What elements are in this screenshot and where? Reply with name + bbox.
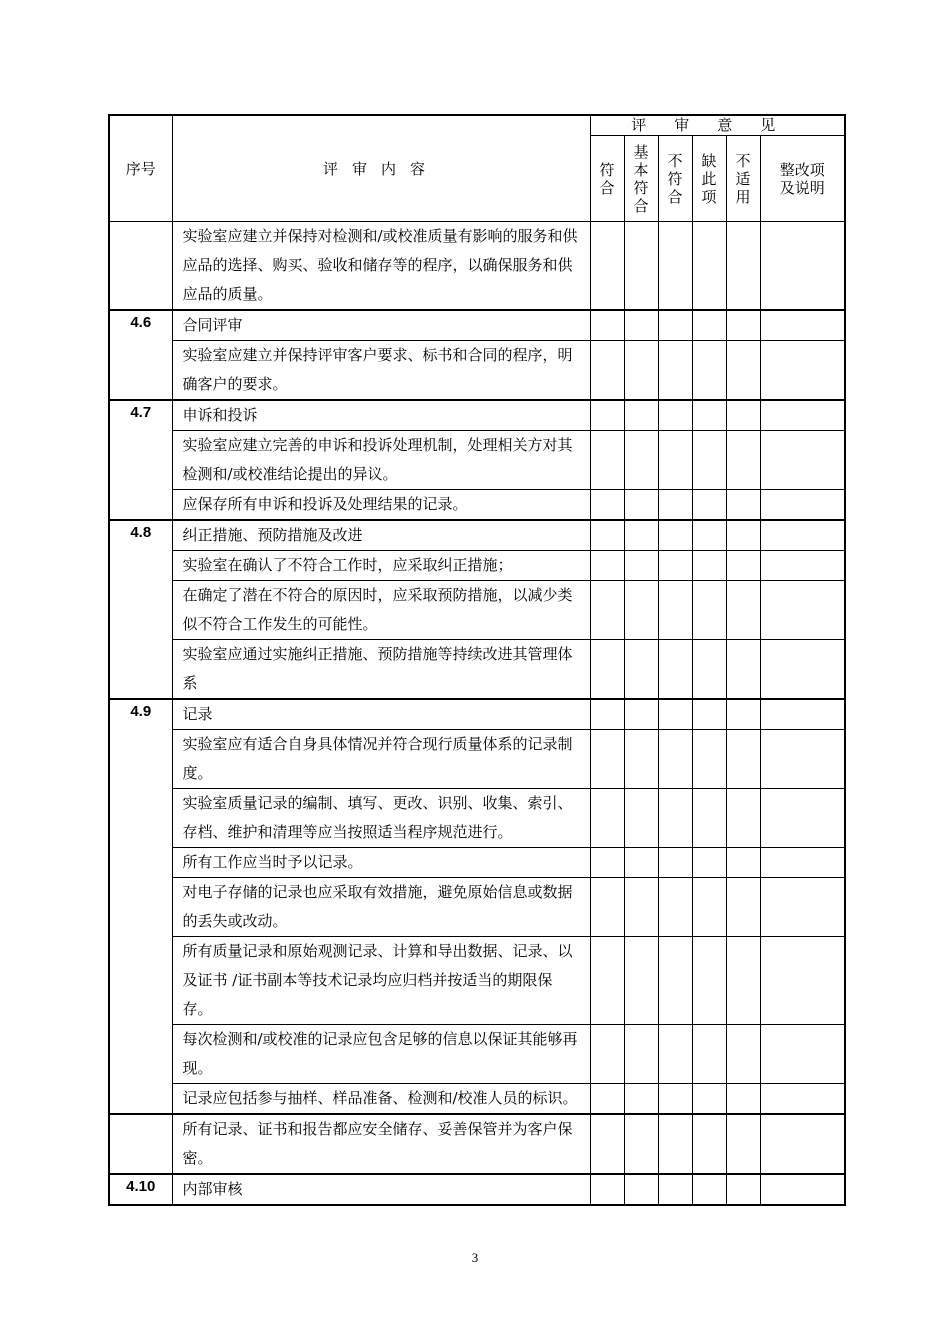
row-content: 申诉和投诉 <box>172 400 590 431</box>
table-row <box>109 490 845 521</box>
opinion-cell[interactable] <box>624 551 658 581</box>
opinion-cell[interactable] <box>692 341 726 401</box>
row-content: 所有质量记录和原始观测记录、计算和导出数据、记录、以及证书 /证书副本等技术记录均应归档并按适当的期限保存。 <box>172 937 590 1025</box>
header-col-text: 不 <box>667 151 683 170</box>
opinion-cell[interactable] <box>658 581 692 640</box>
opinion-cell[interactable] <box>692 937 726 1025</box>
header-col-text: 用 <box>735 187 751 206</box>
opinion-cell[interactable] <box>590 400 624 431</box>
row-seq <box>109 490 172 521</box>
header-opinion: 评审意见 <box>590 115 845 136</box>
opinion-cell[interactable] <box>692 581 726 640</box>
opinion-cell[interactable] <box>624 699 658 730</box>
opinion-cell[interactable] <box>760 490 845 521</box>
opinion-cell[interactable] <box>658 310 692 341</box>
row-seq <box>109 1084 172 1115</box>
opinion-cell[interactable] <box>624 789 658 848</box>
opinion-cell[interactable] <box>726 490 760 521</box>
table-row <box>109 1114 845 1174</box>
opinion-cell[interactable] <box>590 1084 624 1115</box>
row-seq <box>109 581 172 640</box>
opinion-cell[interactable] <box>726 581 760 640</box>
opinion-cell[interactable] <box>658 730 692 789</box>
table-row <box>109 400 845 431</box>
header-col-text: 符 <box>667 169 683 188</box>
opinion-cell[interactable] <box>658 431 692 490</box>
header-col-text: 此 <box>701 169 717 188</box>
header-col-text: 合 <box>599 178 615 197</box>
opinion-cell[interactable] <box>760 699 845 730</box>
opinion-cell[interactable] <box>692 730 726 789</box>
opinion-cell[interactable] <box>692 551 726 581</box>
opinion-cell[interactable] <box>624 400 658 431</box>
opinion-cell[interactable] <box>760 581 845 640</box>
opinion-cell[interactable] <box>590 431 624 490</box>
row-content: 记录应包括参与抽样、样品准备、检测和/校准人员的标识。 <box>172 1084 590 1115</box>
opinion-cell[interactable] <box>624 1025 658 1084</box>
opinion-cell[interactable] <box>760 789 845 848</box>
opinion-cell[interactable] <box>590 222 624 311</box>
opinion-cell[interactable] <box>692 1025 726 1084</box>
opinion-cell[interactable] <box>590 1114 624 1174</box>
header-col-rectification <box>760 136 845 222</box>
header-col-text: 基 <box>633 142 649 161</box>
opinion-cell[interactable] <box>726 1174 760 1205</box>
header-col-missing <box>692 136 726 222</box>
opinion-cell[interactable] <box>760 400 845 431</box>
opinion-cell[interactable] <box>760 640 845 700</box>
opinion-cell[interactable] <box>726 640 760 700</box>
header-col-text: 适 <box>735 169 751 188</box>
header-seq: 序号 <box>109 115 172 222</box>
row-seq <box>109 878 172 937</box>
opinion-cell[interactable] <box>760 551 845 581</box>
opinion-cell[interactable] <box>624 581 658 640</box>
table-row <box>109 878 845 937</box>
opinion-cell[interactable] <box>760 310 845 341</box>
header-col-text: 及说明 <box>779 178 825 197</box>
opinion-cell[interactable] <box>590 640 624 700</box>
opinion-cell[interactable] <box>726 1114 760 1174</box>
header-col-text: 合 <box>633 196 649 215</box>
row-content: 合同评审 <box>172 310 590 341</box>
row-content: 对电子存储的记录也应采取有效措施，避免原始信息或数据的丢失或改动。 <box>172 878 590 937</box>
row-content: 所有记录、证书和报告都应安全储存、妥善保管并为客户保密。 <box>172 1114 590 1174</box>
opinion-cell[interactable] <box>658 1084 692 1115</box>
review-table <box>108 114 846 1206</box>
row-content: 内部审核 <box>172 1174 590 1205</box>
row-seq: 4.10 <box>109 1174 172 1205</box>
opinion-cell[interactable] <box>726 1084 760 1115</box>
opinion-cell[interactable] <box>624 341 658 401</box>
header-col-nonconform <box>658 136 692 222</box>
table-row <box>109 1084 845 1115</box>
header-col-text: 项 <box>701 187 717 206</box>
opinion-cell[interactable] <box>624 848 658 878</box>
opinion-cell[interactable] <box>590 520 624 551</box>
opinion-cell[interactable] <box>624 431 658 490</box>
opinion-cell[interactable] <box>726 520 760 551</box>
row-seq <box>109 1025 172 1084</box>
opinion-cell[interactable] <box>658 1174 692 1205</box>
opinion-cell[interactable] <box>658 848 692 878</box>
opinion-cell[interactable] <box>760 431 845 490</box>
row-seq <box>109 341 172 401</box>
opinion-cell[interactable] <box>760 878 845 937</box>
row-seq <box>109 551 172 581</box>
opinion-cell[interactable] <box>624 520 658 551</box>
opinion-cell[interactable] <box>692 490 726 521</box>
opinion-cell[interactable] <box>692 878 726 937</box>
opinion-cell[interactable] <box>692 400 726 431</box>
table-row <box>109 937 845 1025</box>
row-content: 实验室在确认了不符合工作时，应采取纠正措施； <box>172 551 590 581</box>
opinion-cell[interactable] <box>658 640 692 700</box>
table-row <box>109 520 845 551</box>
table-row <box>109 730 845 789</box>
opinion-cell[interactable] <box>590 341 624 401</box>
table-row <box>109 1174 845 1205</box>
opinion-cell[interactable] <box>726 699 760 730</box>
table-row <box>109 431 845 490</box>
header-col-text: 本 <box>633 160 649 179</box>
opinion-cell[interactable] <box>624 937 658 1025</box>
opinion-cell[interactable] <box>590 1025 624 1084</box>
opinion-cell[interactable] <box>658 400 692 431</box>
opinion-cell[interactable] <box>692 520 726 551</box>
opinion-cell[interactable] <box>726 789 760 848</box>
opinion-cell[interactable] <box>658 699 692 730</box>
opinion-cell[interactable] <box>692 1114 726 1174</box>
header-col-conform <box>590 136 624 222</box>
opinion-cell[interactable] <box>624 1174 658 1205</box>
opinion-cell[interactable] <box>726 431 760 490</box>
opinion-cell[interactable] <box>726 937 760 1025</box>
row-content: 实验室应有适合自身具体情况并符合现行质量体系的记录制度。 <box>172 730 590 789</box>
opinion-cell[interactable] <box>726 878 760 937</box>
table-row <box>109 581 845 640</box>
opinion-cell[interactable] <box>590 699 624 730</box>
opinion-cell[interactable] <box>692 1084 726 1115</box>
row-content: 应保存所有申诉和投诉及处理结果的记录。 <box>172 490 590 521</box>
opinion-cell[interactable] <box>624 1084 658 1115</box>
opinion-cell[interactable] <box>624 1114 658 1174</box>
opinion-cell[interactable] <box>726 400 760 431</box>
row-content: 所有工作应当时予以记录。 <box>172 848 590 878</box>
row-seq <box>109 222 172 311</box>
opinion-cell[interactable] <box>658 1114 692 1174</box>
opinion-cell[interactable] <box>760 1025 845 1084</box>
header-content: 评审内容 <box>172 115 590 222</box>
page-number: 3 <box>471 1250 479 1265</box>
row-content: 实验室应建立并保持评审客户要求、标书和合同的程序，明确客户的要求。 <box>172 341 590 401</box>
opinion-cell[interactable] <box>658 490 692 521</box>
row-seq <box>109 789 172 848</box>
row-seq <box>109 730 172 789</box>
header-col-text: 符 <box>633 178 649 197</box>
opinion-cell[interactable] <box>760 937 845 1025</box>
opinion-cell[interactable] <box>692 848 726 878</box>
opinion-cell[interactable] <box>658 222 692 311</box>
opinion-cell[interactable] <box>692 310 726 341</box>
opinion-cell[interactable] <box>692 222 726 311</box>
opinion-cell[interactable] <box>760 848 845 878</box>
opinion-cell[interactable] <box>624 310 658 341</box>
opinion-cell[interactable] <box>590 789 624 848</box>
row-content: 实验室质量记录的编制、填写、更改、识别、收集、索引、存档、维护和清理等应当按照适当程序规范进行。 <box>172 789 590 848</box>
header-col-text: 不 <box>735 151 751 170</box>
opinion-cell[interactable] <box>726 222 760 311</box>
opinion-cell[interactable] <box>692 431 726 490</box>
opinion-cell[interactable] <box>726 730 760 789</box>
opinion-cell[interactable] <box>590 581 624 640</box>
opinion-cell[interactable] <box>692 640 726 700</box>
opinion-cell[interactable] <box>760 730 845 789</box>
row-seq: 4.7 <box>109 400 172 431</box>
row-seq: 4.6 <box>109 310 172 341</box>
opinion-cell[interactable] <box>590 730 624 789</box>
header-col-not-applicable <box>726 136 760 222</box>
opinion-cell[interactable] <box>726 341 760 401</box>
row-seq <box>109 431 172 490</box>
table-row <box>109 699 845 730</box>
opinion-cell[interactable] <box>624 640 658 700</box>
opinion-cell[interactable] <box>726 1025 760 1084</box>
row-content: 每次检测和/或校准的记录应包含足够的信息以保证其能够再现。 <box>172 1025 590 1084</box>
opinion-cell[interactable] <box>658 1025 692 1084</box>
row-seq: 4.9 <box>109 699 172 730</box>
row-content: 实验室应建立完善的申诉和投诉处理机制，处理相关方对其检测和/或校准结论提出的异议。 <box>172 431 590 490</box>
opinion-cell[interactable] <box>726 310 760 341</box>
opinion-cell[interactable] <box>590 310 624 341</box>
table-row <box>109 789 845 848</box>
opinion-cell[interactable] <box>726 848 760 878</box>
row-content: 实验室应通过实施纠正措施、预防措施等持续改进其管理体系 <box>172 640 590 700</box>
opinion-cell[interactable] <box>760 520 845 551</box>
opinion-cell[interactable] <box>760 1114 845 1174</box>
opinion-cell[interactable] <box>590 1174 624 1205</box>
header-col-basic-conform <box>624 136 658 222</box>
opinion-cell[interactable] <box>760 222 845 311</box>
opinion-cell[interactable] <box>658 878 692 937</box>
opinion-cell[interactable] <box>658 520 692 551</box>
header-col-text: 合 <box>667 187 683 206</box>
opinion-cell[interactable] <box>590 937 624 1025</box>
opinion-cell[interactable] <box>658 937 692 1025</box>
opinion-cell[interactable] <box>590 551 624 581</box>
opinion-cell[interactable] <box>692 789 726 848</box>
row-seq <box>109 640 172 700</box>
opinion-cell[interactable] <box>624 878 658 937</box>
opinion-cell[interactable] <box>658 341 692 401</box>
opinion-cell[interactable] <box>624 222 658 311</box>
opinion-cell[interactable] <box>590 848 624 878</box>
row-seq <box>109 937 172 1025</box>
row-content: 纠正措施、预防措施及改进 <box>172 520 590 551</box>
opinion-cell[interactable] <box>760 1174 845 1205</box>
row-content: 在确定了潜在不符合的原因时，应采取预防措施，以减少类似不符合工作发生的可能性。 <box>172 581 590 640</box>
row-seq <box>109 848 172 878</box>
opinion-cell[interactable] <box>624 730 658 789</box>
row-seq: 4.8 <box>109 520 172 551</box>
header-col-text: 整改项 <box>779 160 825 179</box>
header-col-text: 缺 <box>701 151 717 170</box>
opinion-cell[interactable] <box>692 699 726 730</box>
opinion-cell[interactable] <box>726 551 760 581</box>
opinion-cell[interactable] <box>590 490 624 521</box>
opinion-cell[interactable] <box>760 1084 845 1115</box>
row-seq <box>109 1114 172 1174</box>
table-row <box>109 222 845 311</box>
row-content: 实验室应建立并保持对检测和/或校准质量有影响的服务和供应品的选择、购买、验收和储存等的程序，以确保服务和供应品的质量。 <box>172 222 590 311</box>
opinion-cell[interactable] <box>658 789 692 848</box>
opinion-cell[interactable] <box>590 878 624 937</box>
table-row <box>109 640 845 700</box>
header-col-text: 符 <box>599 160 615 179</box>
table-row <box>109 1025 845 1084</box>
opinion-cell[interactable] <box>658 551 692 581</box>
table-row <box>109 848 845 878</box>
table-row <box>109 341 845 401</box>
table-row <box>109 310 845 341</box>
table-row <box>109 551 845 581</box>
opinion-cell[interactable] <box>624 490 658 521</box>
row-content: 记录 <box>172 699 590 730</box>
opinion-cell[interactable] <box>692 1174 726 1205</box>
opinion-cell[interactable] <box>760 341 845 401</box>
